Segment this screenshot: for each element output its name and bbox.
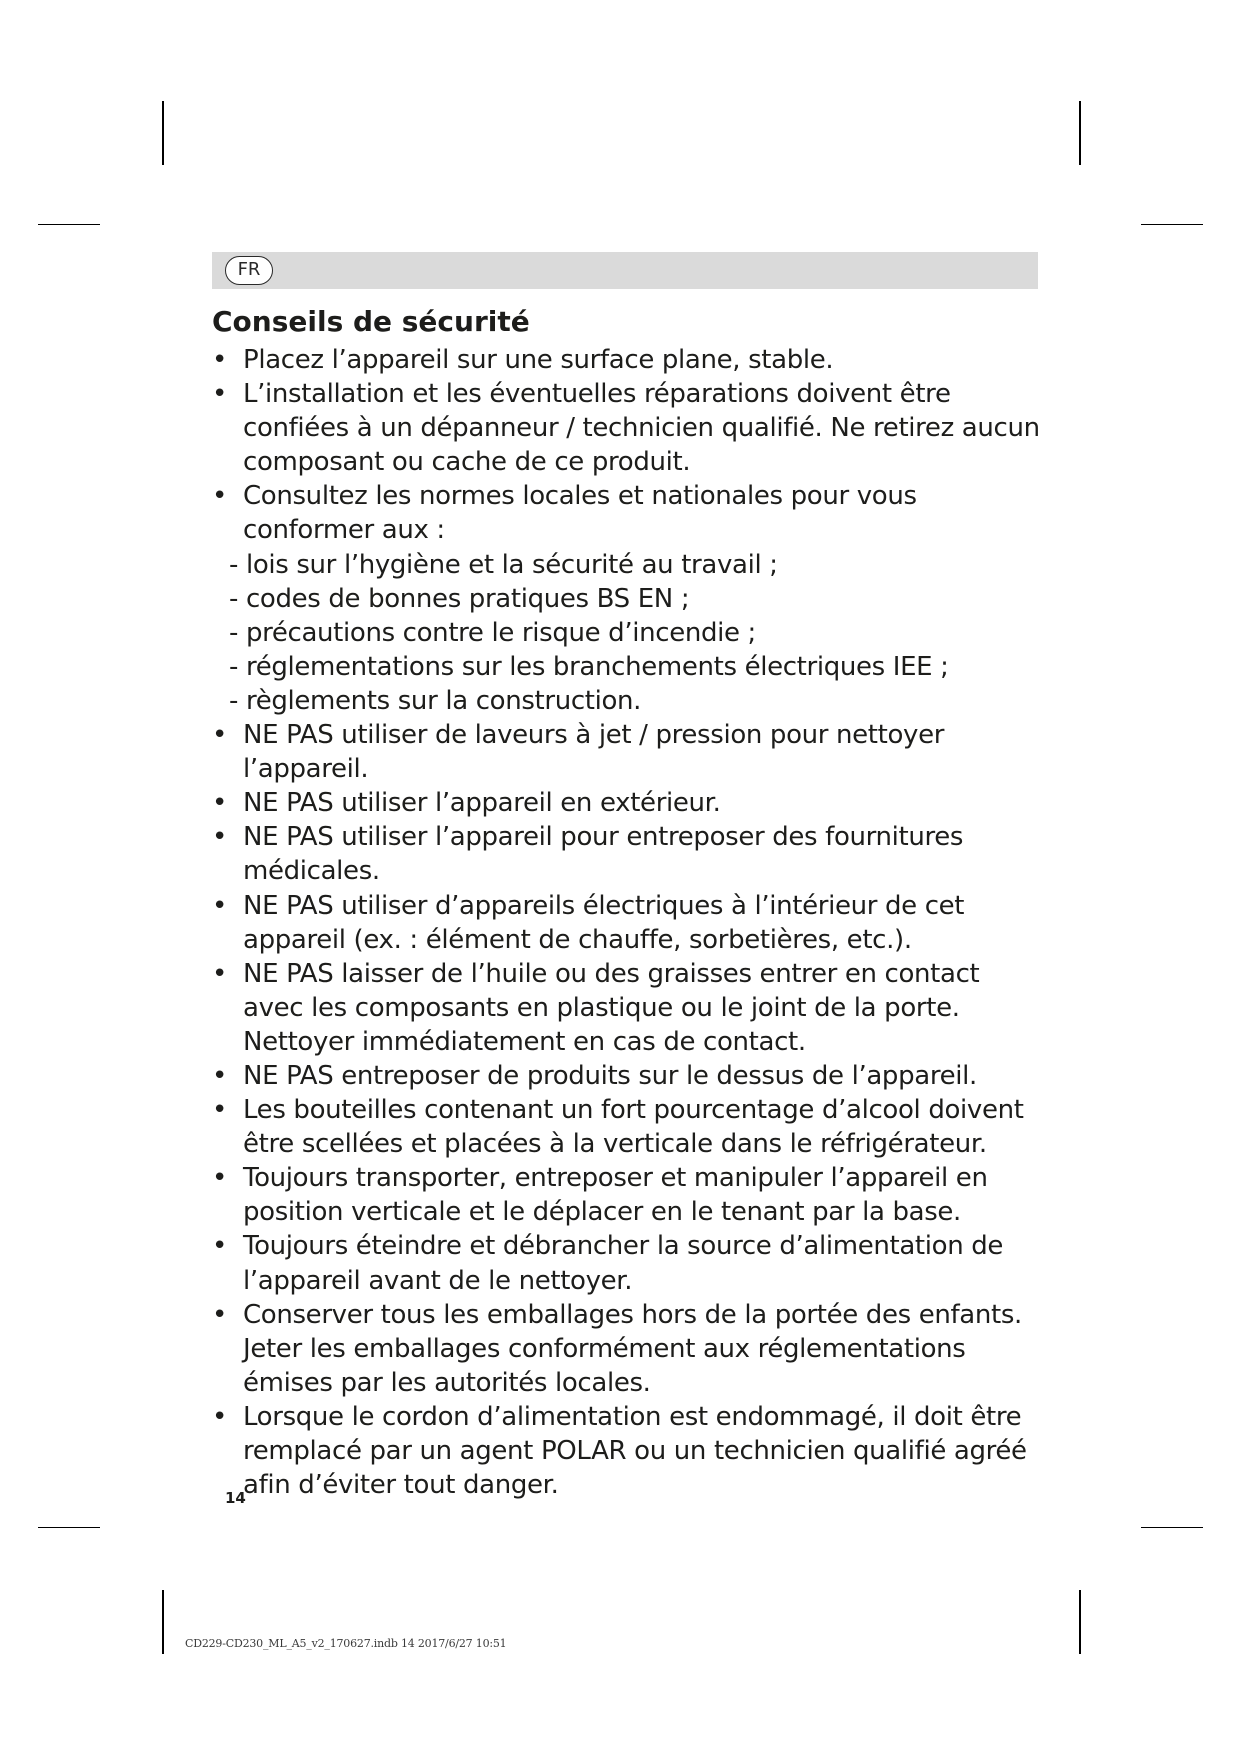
list-item <box>212 479 1042 547</box>
list-item <box>212 957 1042 1059</box>
list-item <box>212 343 1042 377</box>
bullet-point: • <box>212 958 227 989</box>
list-item-text: Lorsque le cordon d’alimentation est endommagé, il doit être remplacé par un agent POLAR ou un technicien qualifié agréé afin d’éviter tout danger. <box>243 1401 1027 1501</box>
bullet-point: • <box>212 345 227 375</box>
list-item-text: Placez l’appareil sur une surface plane, stable. <box>243 345 834 375</box>
list-item <box>212 1229 1042 1297</box>
bullet-point: • <box>212 822 227 853</box>
list-item <box>212 1059 1042 1093</box>
list-item <box>212 1161 1042 1229</box>
list-item <box>212 718 1042 786</box>
sub-list-item: - précautions contre le risque d’incendie ; <box>229 617 756 648</box>
list-item-text: L’installation et les éventuelles réparations doivent être confiées à un dépanneur / technicien qualifié. Ne retirez aucun composant ou cache de ce produit. <box>243 379 1040 478</box>
sub-list-item: - lois sur l’hygiène et la sécurité au travail ; <box>229 549 778 580</box>
list-item-text: NE PAS laisser de l’huile ou des graisses entrer en contact avec les composants en plastique ou le joint de la porte. Nettoyer immédiatement en cas de contact. <box>243 958 980 1057</box>
list-item <box>212 889 1042 957</box>
bullet-point: • <box>212 788 227 819</box>
sub-list-item: - codes de bonnes pratiques BS EN ; <box>229 583 690 614</box>
sub-list-item: - règlements sur la construction. <box>229 685 642 716</box>
language-badge: FR <box>225 256 273 285</box>
bullet-point: • <box>212 1231 227 1262</box>
list-item-text: Toujours éteindre et débrancher la source d’alimentation de l’appareil avant de le nettoyer. <box>243 1231 1004 1296</box>
list-item-text: NE PAS utiliser de laveurs à jet / pression pour nettoyer l’appareil. <box>243 720 945 785</box>
bullet-point: • <box>212 379 227 410</box>
crop-mark-bottom-right <box>1079 1590 1081 1654</box>
crop-mark-left-upper <box>38 224 100 225</box>
language-header-bar <box>212 252 1038 289</box>
list-item-text: Conserver tous les emballages hors de la portée des enfants. Jeter les emballages conformément aux réglementations émises par les autorités locales. <box>243 1299 1022 1398</box>
list-item <box>212 1093 1042 1161</box>
list-item <box>212 786 1042 820</box>
bullet-point: • <box>212 1060 227 1091</box>
bullet-point: • <box>212 720 227 751</box>
bullet-point: • <box>212 1163 227 1194</box>
list-item-text: NE PAS utiliser d’appareils électriques à l’intérieur de cet appareil (ex. : élément de chauffe, sorbetières, etc.). <box>243 890 965 955</box>
list-item-text: NE PAS utiliser l’appareil pour entreposer des fournitures médicales. <box>243 822 964 887</box>
crop-mark-bottom-left <box>162 1590 164 1654</box>
crop-mark-left-lower <box>38 1527 100 1528</box>
crop-mark-right-upper <box>1141 224 1203 225</box>
crop-mark-right-lower <box>1141 1527 1203 1528</box>
list-item-text: Toujours transporter, entreposer et manipuler l’appareil en position verticale et le déplacer en le tenant par la base. <box>243 1163 988 1228</box>
bullet-point: • <box>212 481 227 512</box>
list-item-text: Consultez les normes locales et nationales pour vous conformer aux : <box>243 481 917 546</box>
bullet-point: • <box>212 1299 227 1330</box>
crop-mark-top-left <box>162 101 164 165</box>
list-item <box>212 1400 1042 1502</box>
list-item-text: NE PAS entreposer de produits sur le dessus de l’appareil. <box>243 1060 977 1091</box>
list-item-text: NE PAS utiliser l’appareil en extérieur. <box>243 788 721 819</box>
safety-list <box>212 343 1042 1502</box>
list-item-text: Les bouteilles contenant un fort pourcentage d’alcool doivent être scellées et placées à la verticale dans le réfrigérateur. <box>243 1095 1024 1160</box>
print-slug: CD229-CD230_ML_A5_v2_170627.indb 14 2017/6/27 10:51 <box>185 1637 507 1650</box>
section-title: Conseils de sécurité <box>212 305 530 338</box>
list-item <box>212 820 1042 888</box>
crop-mark-top-right <box>1079 101 1081 165</box>
sub-list-item: - réglementations sur les branchements électriques IEE ; <box>229 651 949 682</box>
page-number: 14 <box>225 1489 246 1507</box>
bullet-point: • <box>212 1095 227 1126</box>
list-item <box>212 377 1042 479</box>
list-item <box>212 1298 1042 1400</box>
bullet-point: • <box>212 890 227 921</box>
bullet-point: • <box>212 1401 227 1432</box>
